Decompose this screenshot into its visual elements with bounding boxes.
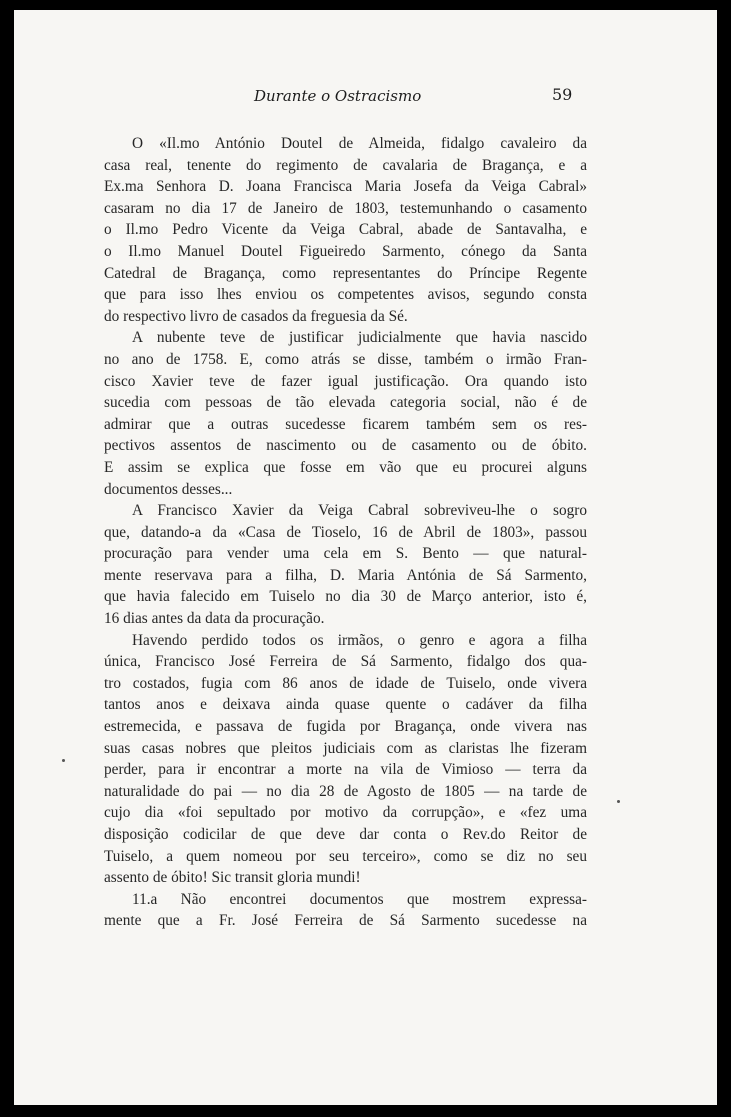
text-line: 11.a Não encontrei documentos que mostrem expressa-	[132, 890, 587, 908]
text-line: O «Il.mo António Doutel de Almeida, fidalgo cavaleiro da	[132, 135, 587, 152]
text-line: tro costados, fugia com 86 anos de idade de Tuiselo, onde vivera	[104, 674, 587, 692]
text-line: única, Francisco José Ferreira de Sá Sarmento, fidalgo dos qua-	[104, 653, 587, 671]
text-line: casa real, tenente do regimento de cavalaria de Bragança, e a	[104, 156, 587, 174]
paragraph	[104, 500, 587, 630]
text-line: naturalidade do pai — no dia 28 de Agosto de 1805 — na tarde de	[104, 782, 587, 800]
text-line: Havendo perdido todos os irmãos, o genro e agora a filha	[132, 631, 587, 649]
text-line: que para isso lhes enviou os competentes avisos, segundo consta	[104, 286, 587, 304]
text-line: mente que a Fr. José Ferreira de Sá Sarmento sucedesse na	[104, 912, 587, 930]
text-line: Catedral de Bragança, como representantes do Príncipe Regente	[104, 264, 587, 282]
text-line: perder, para ir encontrar a morte na vila de Vimioso — terra da	[104, 761, 587, 779]
text-line: E assim se explica que fosse em vão que eu procurei alguns	[104, 458, 587, 476]
page-header	[14, 87, 717, 111]
text-line: tantos anos e deixava ainda quase quente o cadáver da filha	[104, 696, 587, 714]
paragraph	[104, 630, 587, 889]
text-line: que, datando-a da «Casa de Tioselo, 16 de Abril de 1803», passou	[104, 523, 587, 541]
text-line: suas casas nobres que pleitos judiciais com as claristas lhe fizeram	[104, 739, 587, 757]
text-line: procuração para vender uma cela em S. Bento — que natural-	[104, 545, 587, 563]
text-line: Ex.ma Senhora D. Joana Francisca Maria Josefa da Veiga Cabral»	[104, 178, 587, 196]
paragraph	[104, 889, 587, 932]
text-line: mente reservava para a filha, D. Maria Antónia de Sá Sarmento,	[104, 566, 587, 584]
text-line: 16 dias antes da data da procuração.	[104, 610, 325, 628]
text-line: sucedia com pessoas de tão elevada categoria social, não é de	[104, 394, 587, 412]
text-line: documentos desses...	[104, 480, 233, 498]
page-number: 59	[552, 85, 573, 104]
print-speck	[62, 759, 65, 762]
book-page	[14, 10, 717, 1105]
text-line: o Il.mo Pedro Vicente da Veiga Cabral, abade de Santavalha, e	[104, 221, 587, 239]
text-line: estremecida, e passava de fugida por Bragança, onde vivera nas	[104, 718, 587, 736]
text-line: que havia falecido em Tuiselo no dia 30 de Março anterior, isto é,	[104, 588, 587, 606]
text-line: pectivos assentos de nascimento ou de casamento ou de óbito.	[104, 437, 587, 455]
text-line: disposição codicilar de que deve dar conta o Rev.do Reitor de	[104, 826, 587, 843]
text-line: no ano de 1758. E, como atrás se disse, também o irmão Fran-	[104, 350, 587, 368]
running-title: Durante o Ostracismo	[254, 87, 422, 105]
text-line: do respectivo livro de casados da freguesia da Sé.	[104, 307, 408, 325]
text-line: Tuiselo, a quem nomeou por seu terceiro», como se diz no seu	[104, 847, 587, 865]
text-line: o Il.mo Manuel Doutel Figueiredo Sarmento, cónego da Santa	[104, 242, 587, 260]
text-line: cisco Xavier teve de fazer igual justificação. Ora quando isto	[104, 372, 587, 390]
text-line: A Francisco Xavier da Veiga Cabral sobreviveu-lhe o sogro	[132, 502, 587, 520]
body-text	[104, 133, 587, 932]
text-line: admirar que a outras sucedesse ficarem também sem os res-	[104, 415, 587, 433]
text-line: A nubente teve de justificar judicialmente que havia nascido	[132, 329, 587, 347]
paragraph	[104, 327, 587, 500]
print-speck	[617, 800, 620, 803]
text-line: cujo dia «foi sepultado por motivo da corrupção», e «fez uma	[104, 804, 587, 822]
text-line: casaram no dia 17 de Janeiro de 1803, testemunhando o casamento	[104, 199, 587, 217]
paragraph	[104, 133, 587, 327]
text-line: assento de óbito! Sic transit gloria mundi!	[104, 869, 361, 887]
